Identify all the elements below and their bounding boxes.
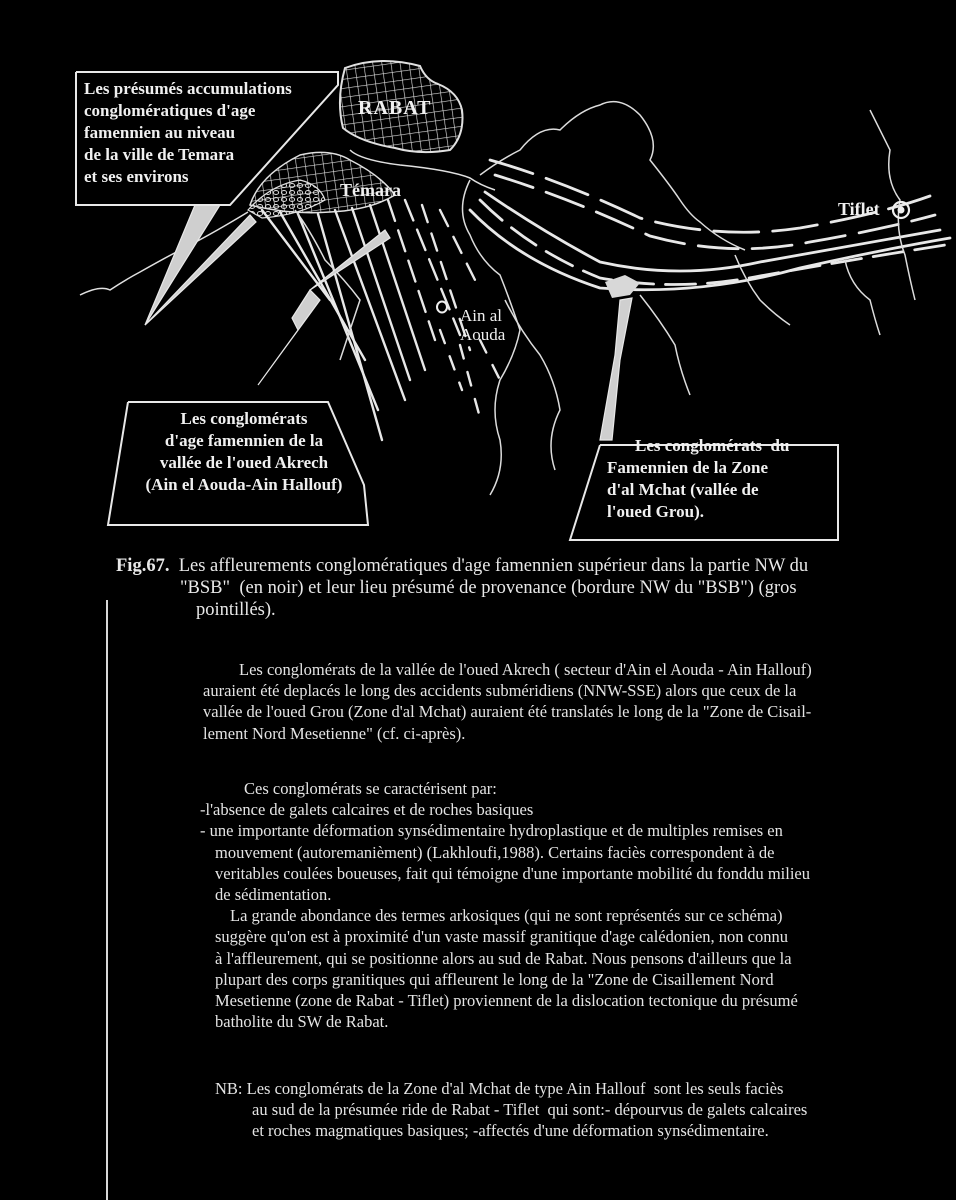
caption-line-1 (116, 555, 916, 577)
figure-label: Fig.67. (116, 556, 170, 576)
text-line: -l'absence de galets calcaires et de roches basiques (200, 800, 534, 820)
callout-line: d'age famennien de la (164, 431, 324, 450)
place-label-tiflet: Tiflet (838, 199, 880, 219)
text-line: Les conglomérats de la vallée de l'oued Akrech ( secteur d'Ain el Aouda - Ain Hallouf) (239, 660, 812, 679)
callout-line: (Ain el Aouda-Ain Hallouf) (145, 475, 343, 494)
place-label-ain-al-aouda (460, 306, 505, 344)
callout-line: Les conglomérats du (635, 436, 790, 455)
callout-line: Les présumés accumulations (84, 79, 292, 98)
callout-line: famennien au niveau (84, 123, 236, 142)
place-label-temara: Témara (340, 180, 401, 200)
paragraph-transport (193, 659, 812, 744)
place-label-rabat: RABAT (358, 97, 432, 119)
rabat-tiflet-shear-zone (470, 160, 950, 290)
text-line: plupart des corps granitiques qui affleurent le long de la "Zone de Cisaillement Nord (215, 969, 774, 989)
text-line: Mesetienne (zone de Rabat - Tiflet) proviennent de la dislocation tectonique du présumé (215, 991, 798, 1011)
text-line: auraient été deplacés le long des accidents subméridiens (NNW-SSE) alors que ceux de la (203, 681, 797, 701)
text-line: - une importante déformation synsédimentaire hydroplastique et de multiples remises en (200, 821, 783, 841)
text-line: à l'affleurement, qui se positionne alors au sud de Rabat. Nous pensons d'ailleurs que la (215, 948, 792, 968)
paragraph-characteristics (200, 778, 810, 1032)
callout-line: Les conglomérats (180, 409, 308, 428)
callout-line: d'al Mchat (vallée de (607, 480, 759, 499)
callout-line: Famennien de la Zone (607, 458, 769, 477)
text-line: de sédimentation. (215, 885, 332, 905)
callout-line: de la ville de Temara (84, 145, 235, 164)
text-line: batholite du SW de Rabat. (215, 1012, 389, 1032)
margin-rule (106, 600, 108, 1200)
callout-temara (84, 78, 292, 188)
callout-line: et ses environs (84, 167, 189, 186)
text-line: mouvement (autoremanièment) (Lakhloufi,1988). Certains faciès correspondent à de (215, 842, 775, 862)
note-nb (215, 1078, 807, 1142)
callout-mchat (607, 435, 789, 523)
caption-text: Les affleurements conglomératiques d'age famennien supérieur dans la partie NW du (178, 556, 809, 576)
text-line: veritables coulées boueuses, fait qui témoigne d'une importante mobilité du fonddu milieu (215, 863, 810, 883)
text-line: suggère qu'on est à proximité d'un vaste massif granitique d'age calédonien, non connu (215, 927, 788, 947)
callout-line: vallée de l'oued Akrech (159, 453, 329, 472)
text-line: au sud de la présumée ride de Rabat - Tiflet qui sont:- dépourvus de galets calcaires (252, 1100, 808, 1120)
callout-line: l'oued Grou). (607, 502, 704, 521)
ain-al-aouda-symbol (437, 302, 447, 313)
place-label-ain-al-aouda-line1: Ain al (460, 306, 503, 325)
text-line: La grande abondance des termes arkosiques (qui ne sont représentés sur ce schéma) (230, 906, 783, 926)
callout-line: conglomératiques d'age (84, 101, 256, 120)
text-line: lement Nord Mesetienne" (cf. ci-après). (203, 723, 466, 743)
text-line: NB: Les conglomérats de la Zone d'al Mchat de type Ain Hallouf sont les seuls faciès (215, 1079, 784, 1098)
text-line: vallée de l'oued Grou (Zone d'al Mchat) auraient été translatés le long de la "Zone de Cisail- (203, 702, 812, 722)
figure-caption (116, 555, 916, 621)
text-line: Ces conglomérats se caractérisent par: (244, 779, 497, 798)
text-line: et roches magmatiques basiques; -affectés d'une déformation synsédimentaire. (252, 1121, 769, 1141)
callout-akrech (124, 408, 364, 496)
caption-line-3: pointillés). (196, 600, 276, 620)
caption-line-2: "BSB" (en noir) et leur lieu présumé de provenance (bordure NW du "BSB") (gros (180, 578, 797, 598)
place-label-ain-al-aouda-line2: Aouda (460, 325, 506, 344)
